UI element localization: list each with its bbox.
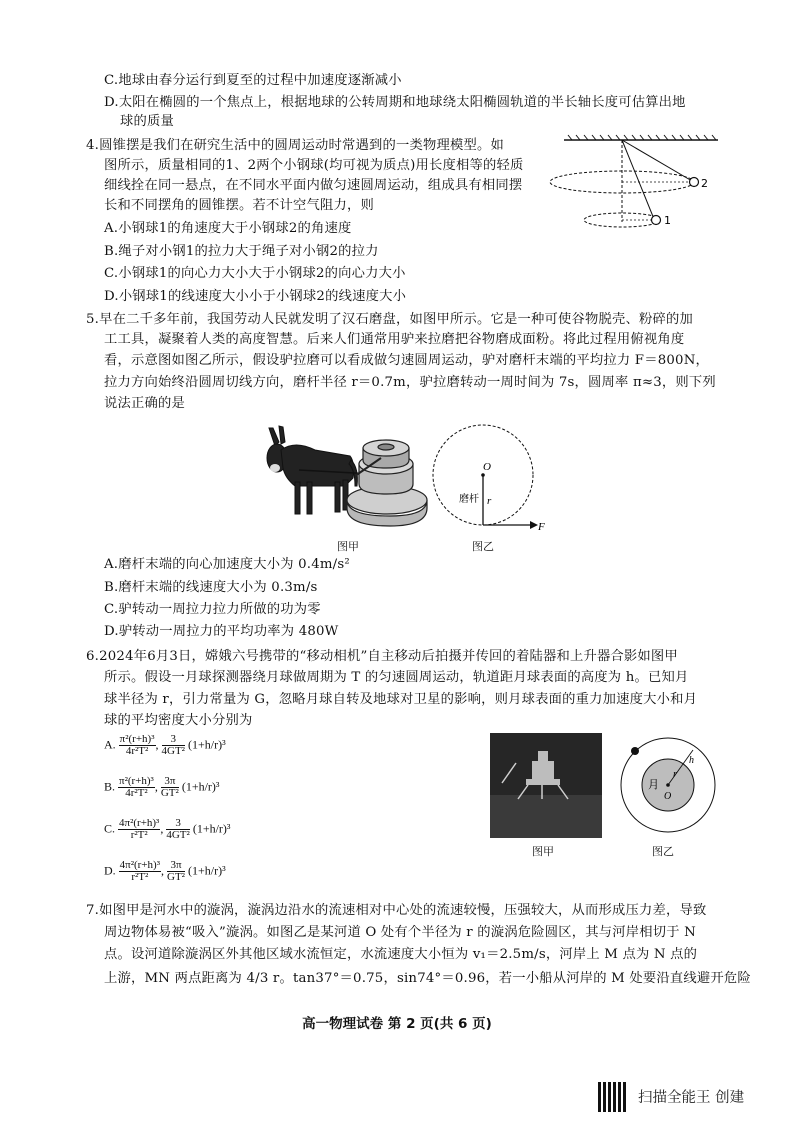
q7-stem-line1: 7.如图甲是河水中的漩涡，漩涡边沿水的流速相对中心处的流速较慢，压强较大，从而形成压力差，导致 [86,903,707,918]
ball-2 [690,178,699,187]
q6-option-d: D. $\frac{\text{4π²(r+h)³}}{\text{r²T²}}$ , $\frac{3\pi}{\text{GT²}}$ (1+h/r)³ [104,859,226,883]
radius-r-label: r [487,495,492,507]
moon-center-label: O [664,791,672,802]
q6-a-frac2: $\frac{3}{\text{4GT²}}$ [161,733,185,757]
q4-stem-line3: 细线拴在同一悬点，在不同水平面内做匀速圆周运动，组成具有相同摆 [104,178,523,193]
conical-pendulum-figure [546,134,726,239]
q5-option-d: D.驴转动一周拉力的平均功率为 480W [104,624,339,639]
q5-figure-a-caption: 图甲 [337,540,359,553]
q4-stem-line4: 长和不同摆角的圆锥摆。若不计空气阻力，则 [104,198,374,213]
q6-figure-b-caption: 图乙 [652,845,674,858]
moon-label: 月 [648,778,659,791]
moon-orbit-diagram [613,733,723,838]
camscanner-badge [598,1082,778,1112]
q6-c-frac1: $\frac{\text{4π²(r+h)³}}{\text{r²T²}}$ [119,817,160,841]
q6-option-a: A. $\frac{\text{π²(r+h)³}}{\text{4r²T²}}$ , $\frac{3}{\text{4GT²}}$ (1+h/r)³ [104,733,226,757]
q6-b-frac1: $\frac{\text{π²(r+h)³}}{\text{4r²T²}}$ [119,775,154,799]
q4-option-b: B.绳子对小钢1的拉力大于绳子对小钢2的拉力 [104,244,379,259]
ball-1-label: 1 [664,214,671,227]
millstone-top-view-diagram [430,418,550,536]
q7-stem-line4: 上游，MN 两点距离为 4/3 r。tan37°＝0.75，sin74°＝0.96，若一小船从河岸的 M 处要沿直线避开危险 [104,971,751,986]
q4-stem-line2: 图所示，质量相同的1、2两个小钢球(均可视为质点)用长度相等的轻质 [104,158,524,173]
q6-option-c: C. $\frac{\text{4π²(r+h)³}}{\text{r²T²}}$ , $\frac{3}{\text{4GT²}}$ (1+h/r)³ [104,817,231,841]
camscanner-text: 扫描全能王 创建 [638,1090,745,1106]
q7-stem-line3: 点。设河道除漩涡区外其他区域水流恒定，水流速度大小恒为 v₁＝2.5m/s，河岸上 M 点为 N 点的 [104,947,698,962]
qr-code-icon [598,1082,628,1112]
q6-stem-line2: 所示。假设一月球探测器绕月球做周期为 T 的匀速圆周运动，轨道距月球表面的高度为 h。已知月 [104,670,689,685]
q3-option-c: C.地球由春分运行到夏至的过程中加速度逐渐减小 [104,73,402,88]
q4-option-d: D.小钢球1的线速度大小小于小钢球2的线速度大小 [104,289,407,304]
q5-stem-line1: 5.早在二千多年前，我国劳动人民就发明了汉石磨盘，如图甲所示。它是一种可使谷物脱壳、粉碎的加 [86,312,693,327]
donkey-millstone-image [255,416,430,530]
q6-c-frac2: $\frac{3}{\text{4GT²}}$ [166,817,190,841]
q5-option-b: B.磨杆末端的线速度大小为 0.3m/s [104,580,318,595]
q6-stem-line1: 6.2024年6月3日，嫦娥六号携带的“移动相机”自主移动后拍摄并传回的着陆器和上升器合影如图甲 [86,649,678,664]
q5-option-c: C.驴转动一周拉力拉力所做的功为零 [104,602,321,617]
q6-stem-line3: 球半径为 r，引力常量为 G，忽略月球自转及地球对卫星的影响，则月球表面的重力加速度大小和月 [104,692,698,707]
q3-option-d-line2: 球的质量 [120,114,174,129]
q5-figure-b-caption: 图乙 [472,540,494,553]
lunar-lander-photo [490,733,602,838]
q5-stem-line3: 看，示意图如图乙所示，假设驴拉磨可以看成做匀速圆周运动，驴对磨杆末端的平均拉力 F＝800N， [104,353,710,368]
q5-stem-line4: 拉力方向始终沿圆周切线方向，磨杆半径 r＝0.7m，驴拉磨转动一周时间为 7s，圆周率 π≈3，则下列 [104,375,716,390]
q5-option-a: A.磨杆末端的向心加速度大小为 0.4m/s² [104,557,350,572]
q6-d-frac1: $\frac{\text{4π²(r+h)³}}{\text{r²T²}}$ [119,859,161,883]
center-o-label: O [483,461,491,473]
rod-label: 磨杆 [459,494,479,505]
q4-option-a: A.小钢球1的角速度大于小钢球2的角速度 [104,221,352,236]
page-footer: 高一物理试卷 第 2 页(共 6 页) [302,1016,492,1032]
orbit-height-label: h [689,755,694,766]
q3-option-d-line1: D.太阳在椭圆的一个焦点上，根据地球的公转周期和地球绕太阳椭圆轨道的半长轴长度可估算出地 [104,95,686,110]
q5-stem-line5: 说法正确的是 [104,396,185,411]
ball-2-label: 2 [701,177,708,190]
q4-option-c: C.小钢球1的向心力大小大于小钢球2的向心力大小 [104,266,406,281]
q6-stem-line4: 球的平均密度大小分别为 [104,713,253,728]
q6-d-frac2: $\frac{3\pi}{\text{GT²}}$ [167,859,185,883]
q7-stem-line2: 周边物体易被“吸入”漩涡。如图乙是某河道 O 处有个半径为 r 的漩涡危险圆区，其与河岸相切于 N [104,925,696,940]
q6-option-b: B. $\frac{\text{π²(r+h)³}}{\text{4r²T²}}$ , $\frac{3\pi}{\text{GT²}}$ (1+h/r)³ [104,775,220,799]
q6-figure-a-caption: 图甲 [532,845,554,858]
probe-dot [631,747,639,755]
moon-radius-label: r [673,769,677,780]
q6-b-frac2: $\frac{3\pi}{\text{GT²}}$ [160,775,179,799]
force-f-label: F [538,521,545,533]
ball-1 [652,216,661,225]
q6-a-frac1: $\frac{\text{π²(r+h)³}}{\text{4r²T²}}$ [119,733,155,757]
q5-stem-line2: 工工具，凝聚着人类的高度智慧。后来人们通常用驴来拉磨把谷物磨成面粉。将此过程用俯视角度 [104,332,685,347]
q4-stem-line1: 4.圆锥摆是我们在研究生活中的圆周运动时常遇到的一类物理模型。如 [86,138,504,153]
